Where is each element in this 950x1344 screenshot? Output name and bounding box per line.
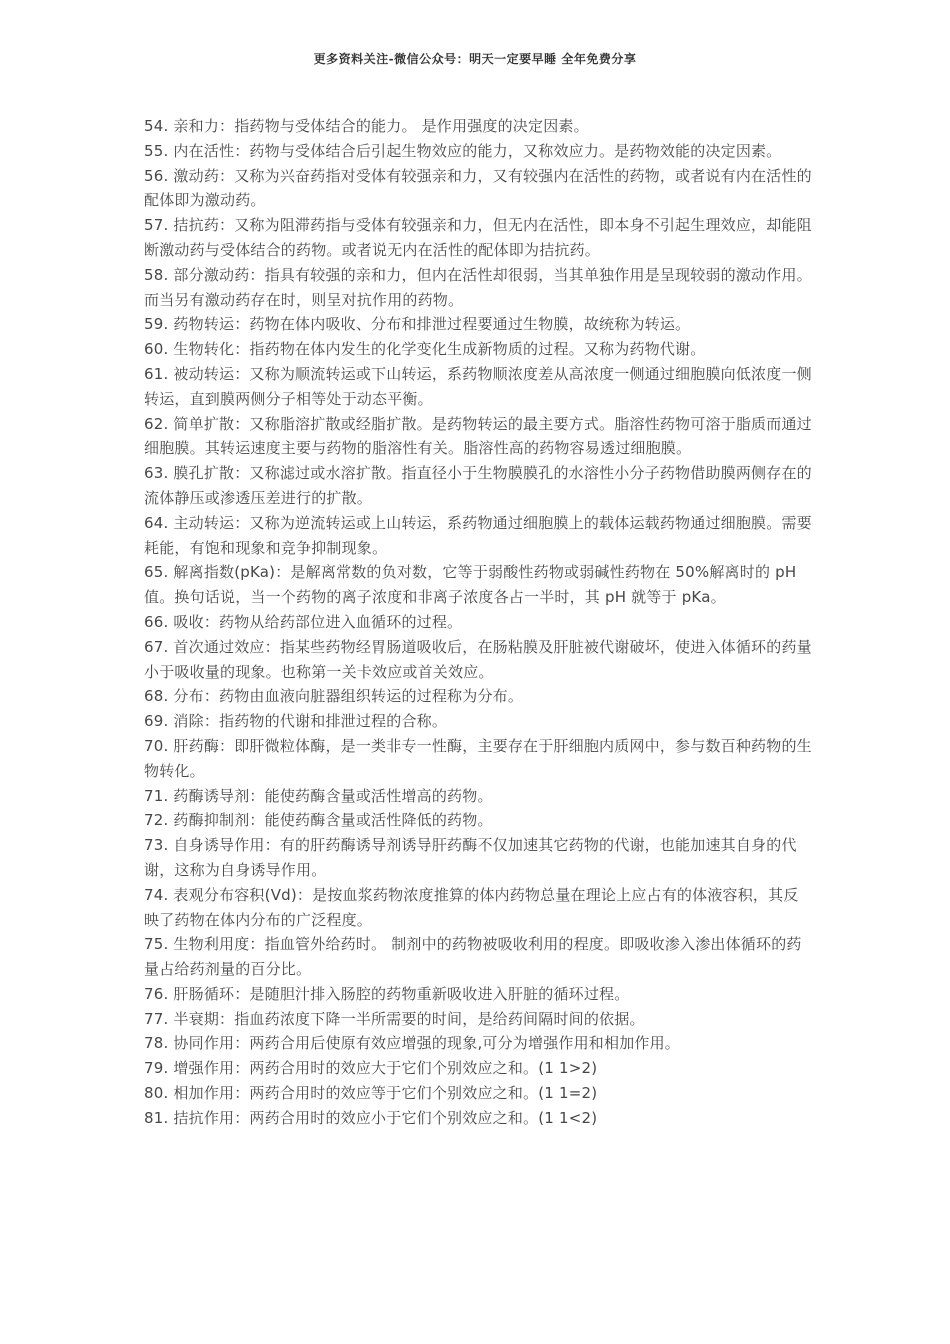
entry-number: 74. xyxy=(144,885,169,904)
entry-text: 自身诱导作用：有的肝药酶诱导剂诱导肝药酶不仅加速其它药物的代谢，也能加速其自身的代谢，这称为自身诱导作用。 xyxy=(144,836,797,879)
entry-72 xyxy=(144,808,812,833)
entry-text: 部分激动药：指具有较强的亲和力，但内在活性却很弱，当其单独作用是呈现较弱的激动作用。 而当另有激动药存在时，则呈对抗作用的药物。 xyxy=(144,265,812,309)
entry-number: 68. xyxy=(144,687,169,706)
entry-62 xyxy=(144,412,812,462)
entry-number: 76. xyxy=(144,984,169,1003)
entry-70 xyxy=(144,734,812,784)
entry-number: 80. xyxy=(144,1084,169,1103)
entry-73 xyxy=(144,833,812,883)
entry-text: 消除：指药物的代谢和排泄过程的合称。 xyxy=(168,712,448,731)
entry-text: 解离指数(pKa)：是解离常数的负对数，它等于弱酸性药物或弱碱性药物在 50%解离时的 pH 值。换句话说，当一个药物的离子浓度和非离子浓度各占一半时，其 pH 就等于 pKa。 xyxy=(144,563,797,607)
entry-65 xyxy=(144,560,812,610)
entry-text: 协同作用：两药合用后使原有效应增强的现象,可分为增强作用和相加作用。 xyxy=(168,1034,681,1053)
entry-number: 58. xyxy=(144,265,169,284)
entry-text: 半衰期：指血药浓度下降一半所需要的时间，是给药间隔时间的依据。 xyxy=(168,1009,645,1028)
entry-number: 56. xyxy=(144,166,169,185)
entry-text: 亲和力：指药物与受体结合的能力。 是作用强度的决定因素。 xyxy=(168,117,589,135)
entry-text: 拮抗药：又称为阻滞药指与受体有较强亲和力，但无内在活性，即本身不引起生理效应，却能阻断激动药与受体结合的药物。或者说无内在活性的配体即为拮抗药。 xyxy=(144,216,812,259)
entry-number: 73. xyxy=(144,836,169,855)
entry-number: 63. xyxy=(144,464,169,483)
entry-63 xyxy=(144,461,812,511)
entry-69 xyxy=(144,709,812,734)
entry-text: 激动药：又称为兴奋药指对受体有较强亲和力，又有较强内在活性的药物，或者说有内在活性的配体即为激动药。 xyxy=(144,166,812,210)
entry-number: 62. xyxy=(144,414,169,433)
entry-text: 相加作用：两药合用时的效应等于它们个别效应之和。(1 1=2) xyxy=(168,1084,598,1103)
entry-text: 增强作用：两药合用时的效应大于它们个别效应之和。(1 1>2) xyxy=(168,1059,598,1078)
entry-text: 主动转运：又称为逆流转运或上山转运，系药物通过细胞膜上的载体运载药物通过细胞膜。需要耗能，有饱和现象和竞争抑制现象。 xyxy=(144,513,812,557)
entry-75 xyxy=(144,932,812,982)
entry-text: 药酶诱导剂：能使药酶含量或活性增高的药物。 xyxy=(168,786,493,805)
entry-55 xyxy=(144,139,812,164)
entry-number: 59. xyxy=(144,315,169,334)
entry-text: 首次通过效应：指某些药物经胃肠道吸收后，在肠粘膜及肝脏被代谢破坏，使进入体循环的药量小于吸收量的现象。也称第一关卡效应或首关效应。 xyxy=(144,637,812,681)
entry-57 xyxy=(144,213,812,263)
entry-64 xyxy=(144,511,812,561)
entry-number: 55. xyxy=(144,141,169,160)
entry-54 xyxy=(144,114,812,139)
entry-number: 60. xyxy=(144,340,169,359)
entry-number: 66. xyxy=(144,612,169,631)
entry-list xyxy=(144,114,812,1131)
entry-number: 72. xyxy=(144,811,169,830)
entry-number: 79. xyxy=(144,1059,169,1078)
entry-number: 71. xyxy=(144,786,169,805)
entry-text: 吸收：药物从给药部位进入血循环的过程。 xyxy=(168,612,463,631)
entry-text: 肝肠循环：是随胆汁排入肠腔的药物重新吸收进入肝脏的循环过程。 xyxy=(168,984,630,1003)
entry-text: 肝药酶：即肝微粒体酶，是一类非专一性酶，主要存在于肝细胞内质网中，参与数百种药物的生物转化。 xyxy=(144,736,812,780)
entry-56 xyxy=(144,164,812,214)
entry-text: 表观分布容积(Vd)：是按血浆药物浓度推算的体内药物总量在理论上应占有的体液容积，其反映了药物在体内分布的广泛程度。 xyxy=(144,885,799,929)
entry-number: 65. xyxy=(144,563,169,582)
entry-text: 药酶抑制剂：能使药酶含量或活性降低的药物。 xyxy=(168,811,493,830)
entry-number: 70. xyxy=(144,736,169,755)
entry-61 xyxy=(144,362,812,412)
entry-number: 69. xyxy=(144,712,169,731)
entry-text: 药物转运：药物在体内吸收、分布和排泄过程要通过生物膜，故统称为转运。 xyxy=(168,315,691,334)
entry-74 xyxy=(144,883,812,933)
entry-80 xyxy=(144,1081,812,1106)
entry-68 xyxy=(144,684,812,709)
entry-77 xyxy=(144,1007,812,1032)
entry-text: 内在活性：药物与受体结合后引起生物效应的能力，又称效应力。是药物效能的决定因素。 xyxy=(168,141,782,160)
entry-text: 简单扩散：又称脂溶扩散或经脂扩散。是药物转运的最主要方式。脂溶性药物可溶于脂质而通过细胞膜。其转运速度主要与药物的脂溶性有关。脂溶性高的药物容易透过细胞膜。 xyxy=(144,414,812,458)
entry-60 xyxy=(144,337,812,362)
entry-66 xyxy=(144,610,812,635)
entry-number: 57. xyxy=(144,216,169,235)
entry-number: 81. xyxy=(144,1108,169,1127)
entry-71 xyxy=(144,784,812,809)
entry-59 xyxy=(144,312,812,337)
entry-76 xyxy=(144,982,812,1007)
entry-67 xyxy=(144,635,812,685)
entry-number: 77. xyxy=(144,1009,169,1028)
entry-text: 拮抗作用：两药合用时的效应小于它们个别效应之和。(1 1<2) xyxy=(168,1108,598,1127)
entry-text: 膜孔扩散：又称滤过或水溶扩散。指直径小于生物膜膜孔的水溶性小分子药物借助膜两侧存在的流体静压或渗透压差进行的扩散。 xyxy=(144,464,812,507)
entry-text: 被动转运：又称为顺流转运或下山转运，系药物顺浓度差从高浓度一侧通过细胞膜向低浓度一侧转运，直到膜两侧分子相等处于动态平衡。 xyxy=(144,364,812,408)
entry-number: 61. xyxy=(144,364,169,383)
entry-number: 54. xyxy=(144,117,169,135)
entry-number: 64. xyxy=(144,513,169,532)
page-header: 更多资料关注-微信公众号：明天一定要早睡 全年免费分享 xyxy=(313,52,637,66)
entry-78 xyxy=(144,1031,812,1056)
entry-number: 67. xyxy=(144,637,169,656)
entry-58 xyxy=(144,263,812,313)
entry-81 xyxy=(144,1106,812,1131)
entry-text: 生物转化：指药物在体内发生的化学变化生成新物质的过程。又称为药物代谢。 xyxy=(168,340,706,359)
entry-text: 分布：药物由血液向脏器组织转运的过程称为分布。 xyxy=(168,687,524,706)
entry-79 xyxy=(144,1056,812,1081)
entry-number: 75. xyxy=(144,935,169,954)
entry-text: 生物利用度：指血管外给药时。 制剂中的药物被吸收利用的程度。即吸收渗入渗出体循环的药量占给药剂量的百分比。 xyxy=(144,935,802,979)
entry-number: 78. xyxy=(144,1034,169,1053)
